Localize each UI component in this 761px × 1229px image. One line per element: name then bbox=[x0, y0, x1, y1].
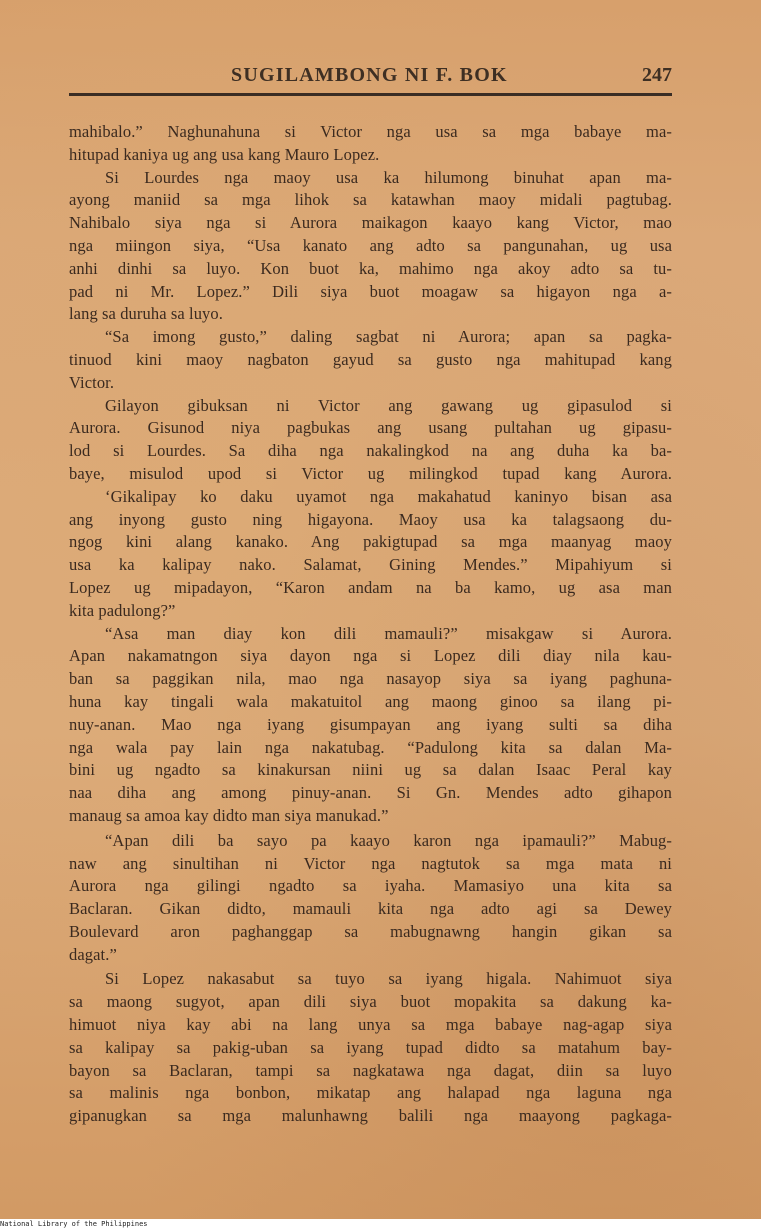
text-line: kita padulong?” bbox=[69, 600, 176, 620]
text-line: naw ang sinultihan ni Victor nga nagtutok sa mga mata ni bbox=[69, 853, 672, 873]
text-line: Victor. bbox=[69, 372, 115, 392]
text-line: gipanugkan sa mga malunhawng balili nga maayong pagkaga- bbox=[69, 1106, 672, 1126]
text-line: nuy-anan. Mao nga iyang gisumpayan ang iyang sulti sa diha bbox=[69, 714, 672, 734]
running-title: SUGILAMBONG NI F. BOK bbox=[231, 64, 508, 86]
text-line: mahibalo.” Naghunahuna si Victor nga usa sa mga babaye ma- bbox=[69, 122, 672, 141]
text-line: Si Lopez nakasabut sa tuyo sa iyang higala. Nahimuot siya bbox=[105, 969, 672, 989]
text-line: nga wala pay lain nga nakatubag. “Padulong kita sa dalan Ma- bbox=[69, 737, 672, 757]
text-line: sa malinis nga bonbon, mikatap ang halapad nga laguna nga bbox=[69, 1083, 672, 1103]
text-line: Aurora nga gilingi ngadto sa iyaha. Mamasiyo una kita sa bbox=[69, 876, 672, 896]
text-line: sa maong sugyot, apan dili siya buot mopakita sa dakung ka- bbox=[69, 992, 672, 1012]
text-line: naa diha ang among pinuy-anan. Si Gn. Mendes adto gihapon bbox=[69, 783, 672, 803]
text-line: ban sa paggikan nila, mao nga nasayop siya sa iyang paghuna- bbox=[69, 669, 672, 689]
text-line: himuot niya kay abi na lang unya sa mga babaye nag-agap siya bbox=[69, 1015, 672, 1035]
text-line: huna kay tingali wala makatuitol ang maong ginoo sa ilang pi- bbox=[69, 691, 672, 711]
text-line: Apan nakamatngon siya dayon nga si Lopez dili diay nila kau- bbox=[69, 646, 672, 666]
text-line: hitupad kaniya ug ang usa kang Mauro Lopez. bbox=[69, 144, 380, 164]
text-line: “Sa imong gusto,” daling sagbat ni Aurora; apan sa pagka- bbox=[105, 327, 672, 347]
text-line: ang inyong gusto ning higayona. Maoy usa ka talagsaong du- bbox=[69, 509, 672, 529]
text-line: pad ni Mr. Lopez.” Dili siya buot moagaw sa higayon nga a- bbox=[69, 281, 672, 301]
text-line: anhi dinhi sa luyo. Kon buot ka, mahimo nga akoy adto sa tu- bbox=[69, 258, 672, 278]
text-line: tinuod kini maoy nagbaton gayud sa gusto nga mahitupad kang bbox=[69, 349, 672, 369]
text-line: sa kalipay sa pakig-uban sa iyang tupad didto sa matahum bay- bbox=[69, 1037, 672, 1057]
text-line: bayon sa Baclaran, tampi sa nagkatawa nga dagat, diin sa luyo bbox=[69, 1060, 672, 1080]
body-text bbox=[69, 121, 672, 1128]
text-line: bini ug ngadto sa kinakursan niini ug sa dalan Isaac Peral kay bbox=[69, 760, 672, 780]
text-line: lang sa duruha sa luyo. bbox=[69, 304, 223, 324]
text-line: “Asa man diay kon dili mamauli?” misakgaw si Aurora. bbox=[105, 623, 672, 643]
text-line: Nahibalo siya nga si Aurora maikagon kaayo kang Victor, mao bbox=[69, 213, 672, 233]
text-line: Aurora. Gisunod niya pagbukas ang usang pultahan ug gipasu- bbox=[69, 418, 672, 438]
text-line: Si Lourdes nga maoy usa ka hilumong binuhat apan ma- bbox=[105, 167, 672, 187]
text-line: nga miingon siya, “Usa kanato ang adto sa pangunahan, ug usa bbox=[69, 235, 672, 255]
text-line: baye, misulod upod si Victor ug milingkod tupad kang Aurora. bbox=[69, 463, 672, 483]
text-line: ayong maniid sa mga lihok sa katawhan maoy midali pagtubag. bbox=[69, 190, 672, 210]
text-line: ‘Gikalipay ko daku uyamot nga makahatud kaninyo bisan asa bbox=[105, 486, 672, 506]
page-number: 247 bbox=[642, 64, 672, 86]
text-line: “Apan dili ba sayo pa kaayo karon nga ipamauli?” Mabug- bbox=[105, 830, 672, 850]
text-line: ngog kini alang kanako. Ang pakigtupad sa mga maanyag maoy bbox=[69, 532, 672, 552]
text-line: dagat.” bbox=[69, 944, 117, 964]
text-line: lod si Lourdes. Sa diha nga nakalingkod na ang duha ka ba- bbox=[69, 441, 672, 461]
header-rule bbox=[69, 93, 672, 96]
text-line: Boulevard aron paghanggap sa mabugnawng hangin gikan sa bbox=[69, 921, 672, 941]
text-line: Lopez ug mipadayon, “Karon andam na ba kamo, ug asa man bbox=[69, 577, 672, 597]
text-line: Gilayon gibuksan ni Victor ang gawang ug gipasulod si bbox=[105, 395, 672, 415]
library-credit: National Library of the Philippines bbox=[0, 1220, 148, 1228]
text-line: manaug sa amoa kay didto man siya manukad.” bbox=[69, 805, 389, 825]
text-line: usa ka kalipay nako. Salamat, Gining Mendes.” Mipahiyum si bbox=[69, 555, 672, 575]
page-header bbox=[69, 64, 672, 90]
text-line: Baclaran. Gikan didto, mamauli kita nga adto agi sa Dewey bbox=[69, 899, 672, 919]
